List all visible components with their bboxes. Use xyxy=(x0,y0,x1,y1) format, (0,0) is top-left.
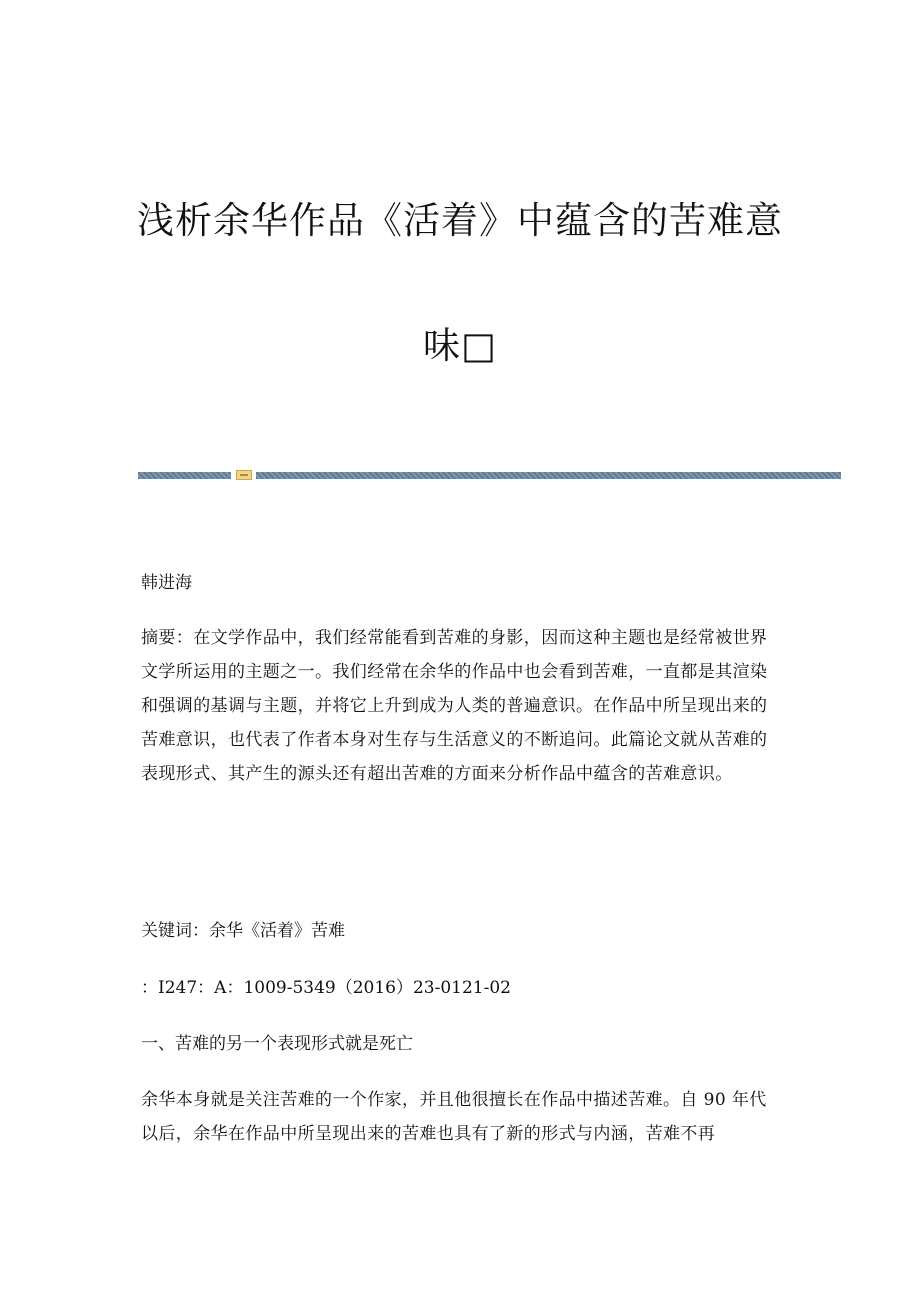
divider-bar-right xyxy=(256,472,841,479)
classification-number: ：I247：A：1009-5349（2016）23-0121-02 xyxy=(141,978,511,998)
section-heading: 一、苦难的另一个表现形式就是死亡 xyxy=(141,1034,413,1054)
document-title-line-1: 浅析余华作品《活着》中蕴含的苦难意 xyxy=(137,199,783,242)
keywords-line: 关键词：余华《活着》苦难 xyxy=(141,921,345,941)
body-paragraph: 余华本身就是关注苦难的一个作家，并且他很擅长在作品中描述苦难。自 90 年代以后，余华在作品中所呈现出来的苦难也具有了新的形式与内涵，苦难不再 xyxy=(141,1090,767,1144)
title-divider xyxy=(138,470,841,480)
abstract-paragraph: 摘要：在文学作品中，我们经常能看到苦难的身影，因而这种主题也是经常被世界文学所运用的主题之一。我们经常在余华的作品中也会看到苦难，一直都是其渲染和强调的基调与主题，并将它上升到成为人类的普遍意识。在作品中所呈现出来的苦难意识，也代表了作者本身对生存与生活意义的不断追问。此篇论文就从苦难的表现形式、其产生的源头还有超出苦难的方面来分析作品中蕴含的苦难意识。 xyxy=(141,628,768,784)
document-title-line-2: 味□ xyxy=(423,324,497,367)
author-name: 韩进海 xyxy=(141,573,192,593)
divider-bar-left xyxy=(138,472,231,479)
divider-ornament-icon xyxy=(236,470,252,480)
